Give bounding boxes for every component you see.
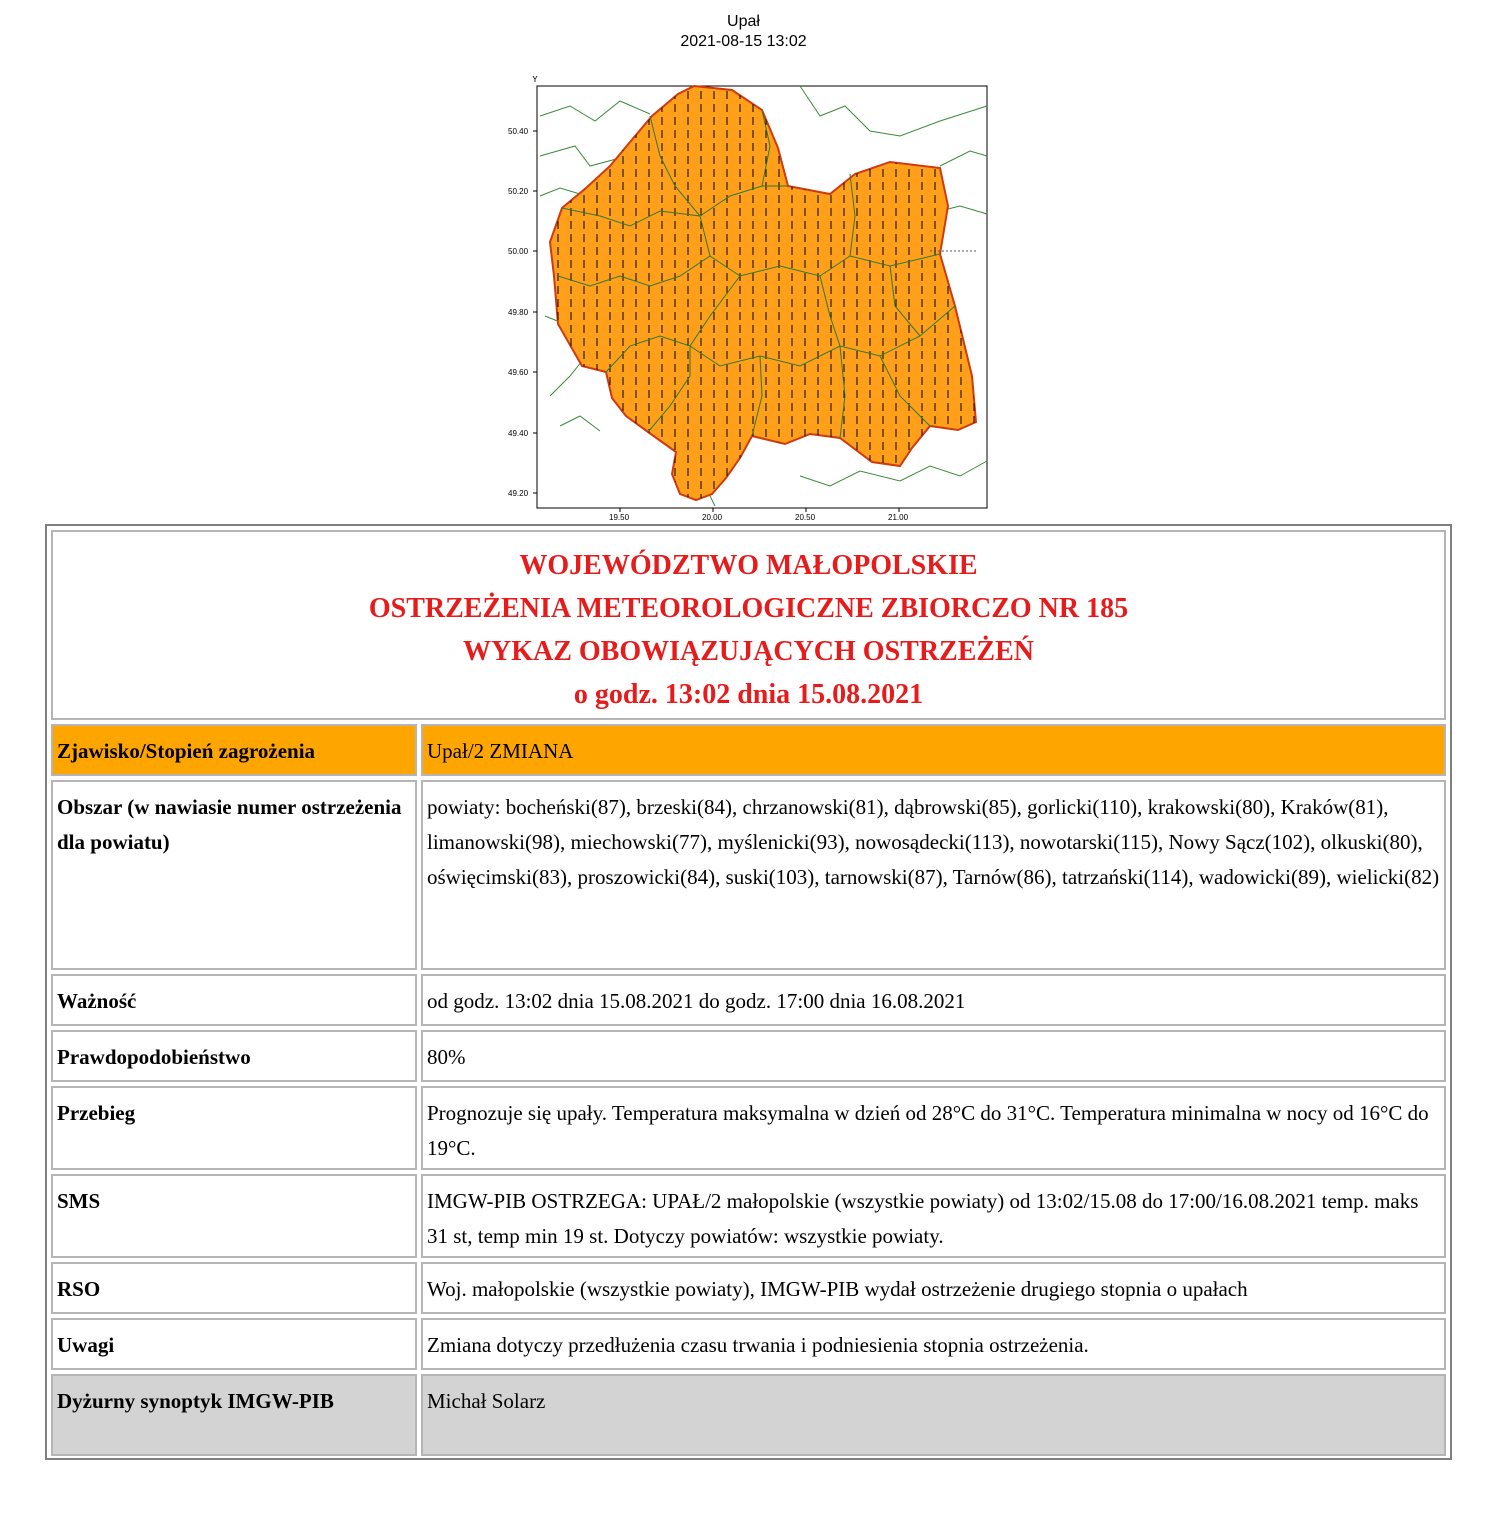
map-title-block: [0, 12, 1487, 52]
y-tick-label: 49.40: [508, 429, 529, 438]
row-probability: [51, 1030, 1446, 1082]
x-tick-label: 21.00: [888, 513, 909, 522]
phenomenon-label: Zjawisko/Stopień zagrożenia: [51, 724, 417, 776]
header-line-bulletin-number: OSTRZEŻENIA METEOROLOGICZNE ZBIORCZO NR 185: [368, 593, 1129, 624]
y-tick-label: 49.80: [508, 308, 529, 317]
y-axis-letter: Y: [532, 76, 539, 84]
validity-value: od godz. 13:02 dnia 15.08.2021 do godz. 17:00 dnia 16.08.2021: [421, 974, 1446, 1026]
map-timestamp: 2021-08-15 13:02: [680, 33, 807, 50]
warning-bulletin-table: [45, 524, 1452, 1460]
rso-label: RSO: [51, 1262, 417, 1314]
y-tick-label: 50.00: [508, 247, 529, 256]
row-validity: [51, 974, 1446, 1026]
y-axis: [508, 127, 537, 498]
forecaster-label: Dyżurny synoptyk IMGW-PIB: [51, 1374, 417, 1456]
rso-value: Woj. małopolskie (wszystkie powiaty), IMGW-PIB wydał ostrzeżenie drugiego stopnia o upałach: [421, 1262, 1446, 1314]
bulletin-header: [51, 530, 1446, 720]
sms-label: SMS: [51, 1174, 417, 1258]
map-svg: [500, 76, 995, 526]
y-tick-label: 50.40: [508, 127, 529, 136]
validity-label: Ważność: [51, 974, 417, 1026]
header-line-list-title: WYKAZ OBOWIĄZUJĄCYCH OSTRZEŻEŃ: [463, 636, 1034, 667]
x-axis: [609, 508, 909, 522]
row-area: [51, 780, 1446, 970]
header-line-region: WOJEWÓDZTWO MAŁOPOLSKIE: [519, 550, 978, 581]
y-tick-label: 49.60: [508, 368, 529, 377]
sms-value: IMGW-PIB OSTRZEGA: UPAŁ/2 małopolskie (wszystkie powiaty) od 13:02/15.08 do 17:00/16.08.2021 temp. maks 31 st, temp min 19 st. Dotyczy powiatów: wszystkie powiaty.: [421, 1174, 1446, 1258]
row-sms: [51, 1174, 1446, 1258]
row-course: [51, 1086, 1446, 1170]
area-value: powiaty: bocheński(87), brzeski(84), chrzanowski(81), dąbrowski(85), gorlicki(110), krakowski(80), Kraków(81), limanowski(98), miechowski(77), myślenicki(93), nowosądecki(113), nowotarski(115), Nowy Sącz(102), olkuski(80), oświęcimski(83), proszowicki(84), suski(103), tarnowski(87), Tarnów(86), tatrzański(114), wadowicki(89), wielicki(82): [421, 780, 1446, 970]
x-tick-label: 20.50: [795, 513, 816, 522]
probability-label: Prawdopodobieństwo: [51, 1030, 417, 1082]
row-phenomenon: [51, 724, 1446, 776]
y-tick-label: 50.20: [508, 187, 529, 196]
course-label: Przebieg: [51, 1086, 417, 1170]
row-remarks: [51, 1318, 1446, 1370]
course-value: Prognozuje się upały. Temperatura maksymalna w dzień od 28°C do 31°C. Temperatura minimalna w nocy od 16°C do 19°C.: [421, 1086, 1446, 1170]
x-tick-label: 19.50: [609, 513, 630, 522]
row-forecaster: [51, 1374, 1446, 1456]
warning-map: [500, 76, 995, 526]
area-label: Obszar (w nawiasie numer ostrzeżenia dla powiatu): [51, 780, 417, 970]
row-rso: [51, 1262, 1446, 1314]
remarks-value: Zmiana dotyczy przedłużenia czasu trwania i podniesienia stopnia ostrzeżenia.: [421, 1318, 1446, 1370]
remarks-label: Uwagi: [51, 1318, 417, 1370]
x-tick-label: 20.00: [702, 513, 723, 522]
forecaster-value: Michał Solarz: [421, 1374, 1446, 1456]
phenomenon-value: Upał/2 ZMIANA: [421, 724, 1446, 776]
probability-value: 80%: [421, 1030, 1446, 1082]
map-title: Upał: [727, 13, 760, 30]
y-tick-label: 49.20: [508, 489, 529, 498]
header-line-issue-time: o godz. 13:02 dnia 15.08.2021: [573, 679, 924, 710]
